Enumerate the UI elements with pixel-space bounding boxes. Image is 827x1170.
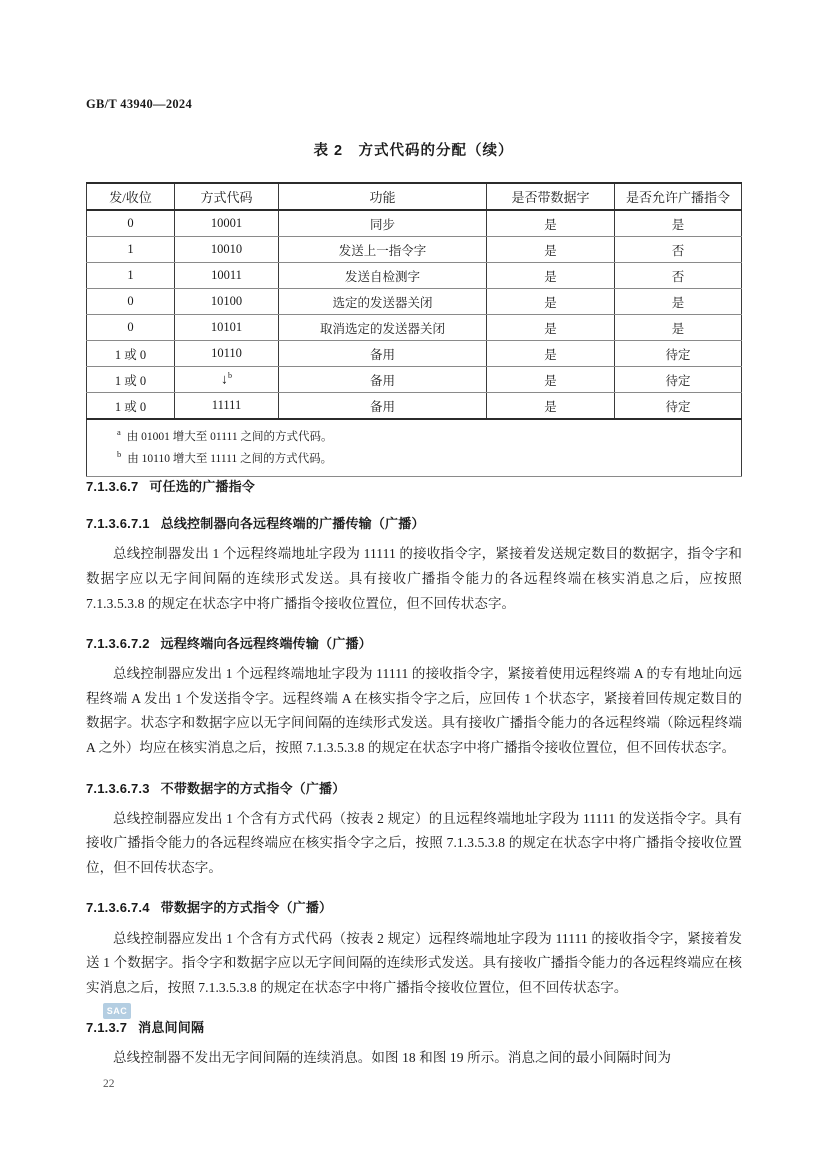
cell-has-data-word: 是: [487, 367, 615, 393]
footnote-text-a: 由 01001 增大至 01111 之间的方式代码。: [126, 430, 333, 443]
table-header-row: [87, 183, 742, 210]
table-row: [87, 393, 742, 420]
paragraph: 总线控制器不发出无字间间隔的连续消息。如图 18 和图 19 所示。消息之间的最小间隔时间为: [113, 1050, 672, 1066]
section-title: 可任选的广播指令: [149, 479, 256, 494]
cell-has-data-word: 是: [487, 210, 615, 237]
table-row: [87, 315, 742, 341]
section-heading-7-1-3-6-7: [86, 478, 742, 496]
cell-send-receive-bit: 0: [87, 210, 175, 237]
column-header-send-receive-bit: 发/收位: [87, 183, 175, 210]
paragraph: 总线控制器应发出 1 个远程终端地址字段为 11111 的接收指令字，紧接着使用远程终端 A 的专有地址向远程终端 A 发出 1 个发送指令字。远程终端 A 在核实指令字之后，应回传 1 个状态字，紧接着回传规定数目的数据字。状态字和数据字应以无字间间隔的连续形式发送。具有接收广播指令能力的各远程终端（除远程终端 A 之外）均应在核实消息之后，按照 7.1.3.5.3.8 的规定在状态字中将广播指令接收位置位，但不回传状态字。: [86, 666, 742, 755]
cell-has-data-word: 是: [487, 315, 615, 341]
cell-has-data-word: 是: [487, 289, 615, 315]
table-row: [87, 367, 742, 393]
cell-mode-code: 10100: [175, 289, 279, 315]
section-number: 7.1.3.6.7.4: [86, 900, 150, 916]
section-title: 远程终端向各远程终端传输（广播）: [160, 636, 372, 652]
footnote-a: [87, 425, 741, 447]
cell-mode-code: 10110: [175, 341, 279, 367]
paragraph: 总线控制器发出 1 个远程终端地址字段为 11111 的接收指令字，紧接着发送规定数目的数据字，指令字和数据字应以无字间间隔的连续形式发送。具有接收广播指令能力的各远程终端在核实消息之后，应按照 7.1.3.5.3.8 的规定在状态字中将广播指令接收位置位，但不回传状态字。: [86, 546, 742, 611]
cell-function: 备用: [279, 367, 487, 393]
column-header-function: 功能: [279, 183, 487, 210]
column-header-broadcast-allowed: 是否允许广播指令: [615, 183, 742, 210]
paragraph: 总线控制器应发出 1 个含有方式代码（按表 2 规定）的且远程终端地址字段为 11111 的发送指令字。具有接收广播指令能力的各远程终端应在核实指令字之后，按照 7.1.3.5.3.8 的规定在状态字中将广播指令接收位置位，但不回传状态字。: [86, 810, 742, 875]
table-row: [87, 237, 742, 263]
footnote-text-b: 由 10110 增大至 11111 之间的方式代码。: [127, 452, 333, 465]
cell-send-receive-bit: 0: [87, 315, 175, 341]
section-heading-7-1-3-6-7-4: [86, 899, 742, 917]
section-number: 7.1.3.6.7.3: [86, 780, 150, 796]
cell-broadcast-allowed: 待定: [615, 341, 742, 367]
cell-function: 备用: [279, 393, 487, 420]
cell-mode-code: 10001: [175, 210, 279, 237]
cell-mode-code: 10011: [175, 263, 279, 289]
cell-mode-code: 11111: [175, 393, 279, 420]
table-row: [87, 341, 742, 367]
footnote-marker-a: a: [117, 427, 121, 437]
paragraph: 总线控制器应发出 1 个含有方式代码（按表 2 规定）远程终端地址字段为 11111 的接收指令字，紧接着发送 1 个数据字。指令字和数据字应以无字间间隔的连续形式发送。具有接收广播指令能力的各远程终端应在核实消息之后，按照 7.1.3.5.3.8 的规定在状态字中将广播指令接收位置位，但不回传状态字。: [86, 930, 742, 995]
section-title: 不带数据字的方式指令（广播）: [160, 780, 346, 796]
cell-function: 取消选定的发送器关闭: [279, 315, 487, 341]
cell-broadcast-allowed: 待定: [615, 393, 742, 420]
standard-code: GB/T 43940—2024: [86, 97, 193, 111]
table-footnotes-cell: [87, 419, 742, 476]
cell-send-receive-bit: 0: [87, 289, 175, 315]
table-body: [87, 210, 742, 476]
mode-code-table-wrapper: [86, 182, 741, 477]
footnote-marker-b: b: [117, 448, 122, 459]
section-number: 7.1.3.7: [86, 1020, 128, 1036]
cell-function: 备用: [279, 341, 487, 367]
cell-mode-code-range-arrow: [175, 367, 279, 393]
cell-broadcast-allowed: 待定: [615, 367, 742, 393]
section-number: 7.1.3.6.7: [86, 479, 139, 494]
cell-has-data-word: 是: [487, 393, 615, 420]
table-caption: 表 2 方式代码的分配（续）: [313, 143, 514, 159]
cell-send-receive-bit: 1 或 0: [87, 393, 175, 420]
mode-code-table: [86, 182, 742, 477]
section-heading-7-1-3-7: [86, 1019, 742, 1037]
cell-broadcast-allowed: 否: [615, 237, 742, 263]
cell-mode-code: 10010: [175, 237, 279, 263]
cell-function: 同步: [279, 210, 487, 237]
cell-send-receive-bit: 1 或 0: [87, 367, 175, 393]
section-heading-7-1-3-6-7-2: [86, 635, 742, 653]
section-number: 7.1.3.6.7.2: [86, 636, 150, 652]
table-row: [87, 210, 742, 237]
table-head: [87, 183, 742, 210]
section-heading-7-1-3-6-7-3: [86, 780, 742, 798]
section-number: 7.1.3.6.7.1: [86, 516, 150, 532]
cell-send-receive-bit: 1: [87, 237, 175, 263]
cell-has-data-word: 是: [487, 237, 615, 263]
cell-send-receive-bit: 1 或 0: [87, 341, 175, 367]
column-header-has-data-word: 是否带数据字: [487, 183, 615, 210]
cell-broadcast-allowed: 是: [615, 315, 742, 341]
section-heading-7-1-3-6-7-1: [86, 515, 742, 533]
section-title: 带数据字的方式指令（广播）: [160, 900, 333, 916]
section-title: 消息间间隔: [138, 1020, 205, 1036]
table-row: [87, 289, 742, 315]
page-number: 22: [103, 1078, 115, 1090]
cell-function: 发送自检测字: [279, 263, 487, 289]
cell-has-data-word: 是: [487, 341, 615, 367]
cell-has-data-word: 是: [487, 263, 615, 289]
column-header-mode-code: 方式代码: [175, 183, 279, 210]
cell-function: 选定的发送器关闭: [279, 289, 487, 315]
cell-broadcast-allowed: 是: [615, 289, 742, 315]
body-content: [86, 478, 742, 1071]
cell-broadcast-allowed: 是: [615, 210, 742, 237]
footnote-ref-b: b: [228, 370, 232, 380]
section-title: 总线控制器向各远程终端的广播传输（广播）: [160, 516, 425, 532]
table-row: [87, 263, 742, 289]
cell-mode-code: 10101: [175, 315, 279, 341]
down-arrow-icon: ↓: [221, 372, 228, 388]
footnote-b: [87, 447, 741, 469]
sac-watermark: SAC: [103, 1003, 131, 1019]
table-footnotes-row: [87, 419, 742, 476]
cell-function: 发送上一指令字: [279, 237, 487, 263]
cell-send-receive-bit: 1: [87, 263, 175, 289]
cell-broadcast-allowed: 否: [615, 263, 742, 289]
running-header: [86, 97, 192, 112]
